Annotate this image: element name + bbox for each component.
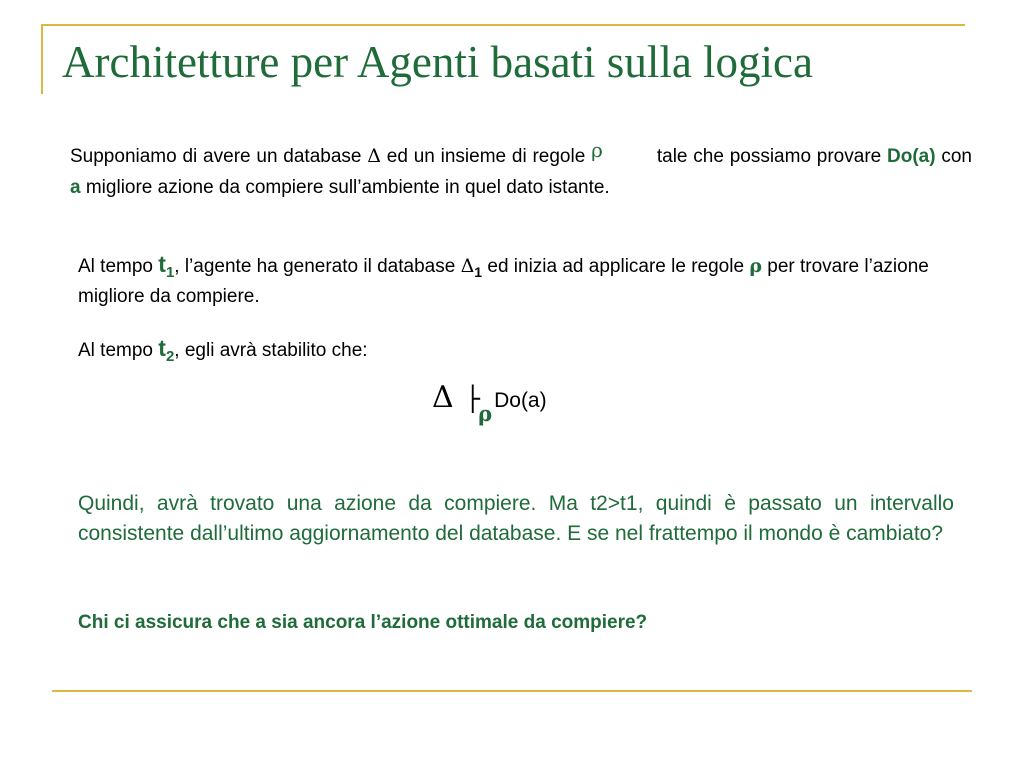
- rho-symbol: ρ: [591, 138, 603, 162]
- intro-text-d: con: [935, 146, 973, 167]
- delta1-symbol: Δ: [460, 255, 475, 277]
- delta1-subscript: 1: [474, 264, 483, 280]
- doa-term: Do(a): [887, 146, 936, 167]
- intro-text-e: migliore azione da compiere sull’ambiente in quel dato istante.: [80, 177, 610, 198]
- t2-text-b: , egli avrà stabilito che:: [174, 340, 368, 361]
- frame-left-line: [41, 24, 43, 94]
- t1-text-b: , l’agente ha generato il database: [174, 256, 461, 277]
- time-t1-paragraph: [78, 250, 964, 311]
- intro-text-a: Supponiamo di avere un database: [70, 146, 368, 167]
- slide-title: Architetture per Agenti basati sulla logica: [62, 37, 814, 87]
- t2-subscript: 2: [165, 348, 175, 365]
- t1-text-a: Al tempo: [78, 256, 159, 277]
- conclusion-paragraph: Quindi, avrà trovato una azione da compiere. Ma t2>t1, quindi è passato un intervallo consistente dall’ultimo aggiornamento del database. E se nel frattempo il mondo è cambiato?: [78, 492, 954, 545]
- intro-text-b: ed un insieme di regole: [381, 146, 592, 167]
- derivation-formula: [432, 380, 547, 426]
- rho-symbol-2: ρ: [749, 255, 762, 277]
- t1-subscript: 1: [165, 264, 175, 281]
- key-question: Chi ci assicura che a sia ancora l’azione ottimale da compiere?: [78, 612, 648, 633]
- intro-paragraph: [70, 140, 972, 203]
- formula-turnstile: ├: [465, 385, 481, 413]
- intro-text-c: tale che possiamo provare: [656, 146, 888, 167]
- formula-delta: Δ: [432, 380, 454, 415]
- frame-top-line: [41, 24, 965, 26]
- time-t2-paragraph: [78, 334, 368, 366]
- t1-symbol: t: [158, 251, 166, 277]
- formula-rho: ρ: [478, 401, 493, 426]
- formula-doa: Do(a): [494, 389, 547, 412]
- t1-text-c: ed inizia ad applicare le regole: [482, 256, 750, 277]
- frame-bottom-line: [52, 690, 972, 692]
- t2-text-a: Al tempo: [78, 340, 159, 361]
- t2-symbol: t: [158, 335, 166, 361]
- action-variable: a: [70, 177, 81, 198]
- t1-text-d: per trovare l’azione migliore da compiere.: [78, 256, 929, 307]
- delta-symbol: Δ: [367, 145, 381, 167]
